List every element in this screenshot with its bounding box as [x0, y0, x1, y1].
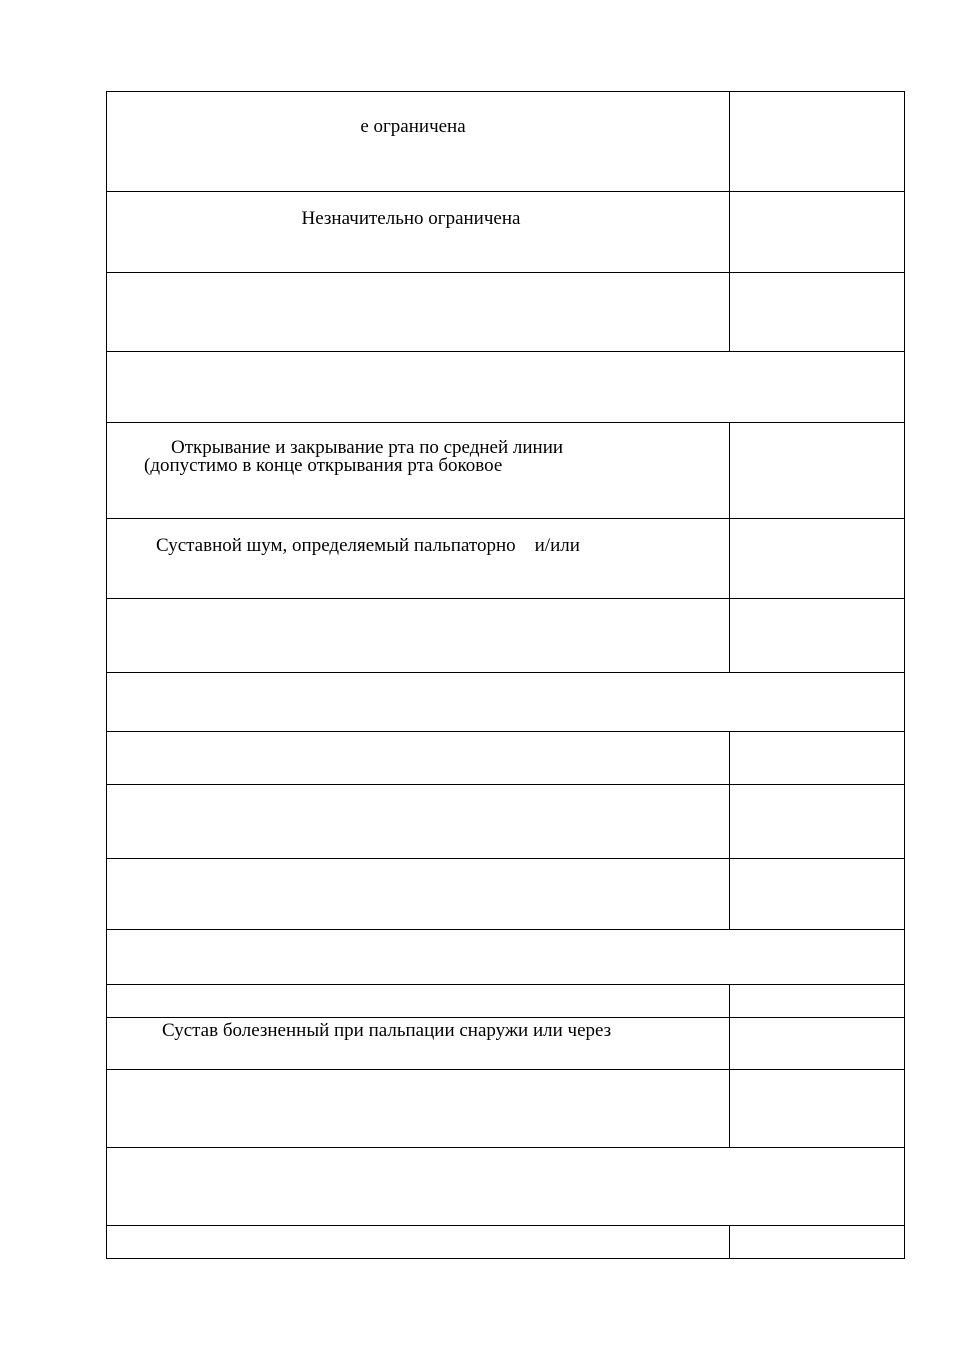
criterion-cell	[107, 732, 730, 785]
criterion-text: Суставной шум, определяемый пальпаторно и/или	[156, 535, 580, 556]
criterion-cell	[107, 519, 730, 599]
table-row	[107, 192, 905, 273]
section-cell	[107, 352, 905, 423]
criterion-cell	[107, 599, 730, 673]
table-row	[107, 1070, 905, 1148]
score-cell	[730, 192, 905, 273]
score-cell	[730, 1226, 905, 1259]
score-cell	[730, 92, 905, 192]
score-cell	[730, 1070, 905, 1148]
table-row-section	[107, 1148, 905, 1226]
criterion-cell	[107, 859, 730, 930]
criterion-text: Сустав болезненный при пальпации снаружи или через	[162, 1020, 612, 1041]
table-row-section	[107, 673, 905, 732]
criterion-text: Незначительно ограничена	[301, 208, 521, 229]
table-row	[107, 519, 905, 599]
criterion-cell	[107, 273, 730, 352]
table-row	[107, 599, 905, 673]
score-cell	[730, 859, 905, 930]
table-row	[107, 423, 905, 519]
criterion-cell	[107, 92, 730, 192]
table-row	[107, 859, 905, 930]
criterion-cell	[107, 423, 730, 519]
section-cell	[107, 930, 905, 985]
criterion-text-line-1: Открывание и закрывание рта по средней линии	[171, 437, 564, 458]
criterion-cell	[107, 1018, 730, 1070]
score-cell	[730, 519, 905, 599]
criterion-text-line-2: (допустимо в конце открывания рта боковое	[144, 455, 503, 476]
table-row-section	[107, 352, 905, 423]
table-row	[107, 92, 905, 192]
table-row	[107, 1226, 905, 1259]
criterion-cell	[107, 1226, 730, 1259]
table-row	[107, 785, 905, 859]
criterion-cell	[107, 985, 730, 1018]
criterion-cell	[107, 192, 730, 273]
table-row	[107, 1018, 905, 1070]
score-cell	[730, 273, 905, 352]
score-cell	[730, 732, 905, 785]
table-row	[107, 732, 905, 785]
criterion-cell	[107, 1070, 730, 1148]
criterion-cell	[107, 785, 730, 859]
assessment-table	[106, 91, 905, 1259]
criterion-text: е ограничена	[360, 116, 466, 137]
section-cell	[107, 673, 905, 732]
section-cell	[107, 1148, 905, 1226]
score-cell	[730, 785, 905, 859]
score-cell	[730, 985, 905, 1018]
score-cell	[730, 599, 905, 673]
table-row-section	[107, 930, 905, 985]
table-row	[107, 985, 905, 1018]
table-row	[107, 273, 905, 352]
